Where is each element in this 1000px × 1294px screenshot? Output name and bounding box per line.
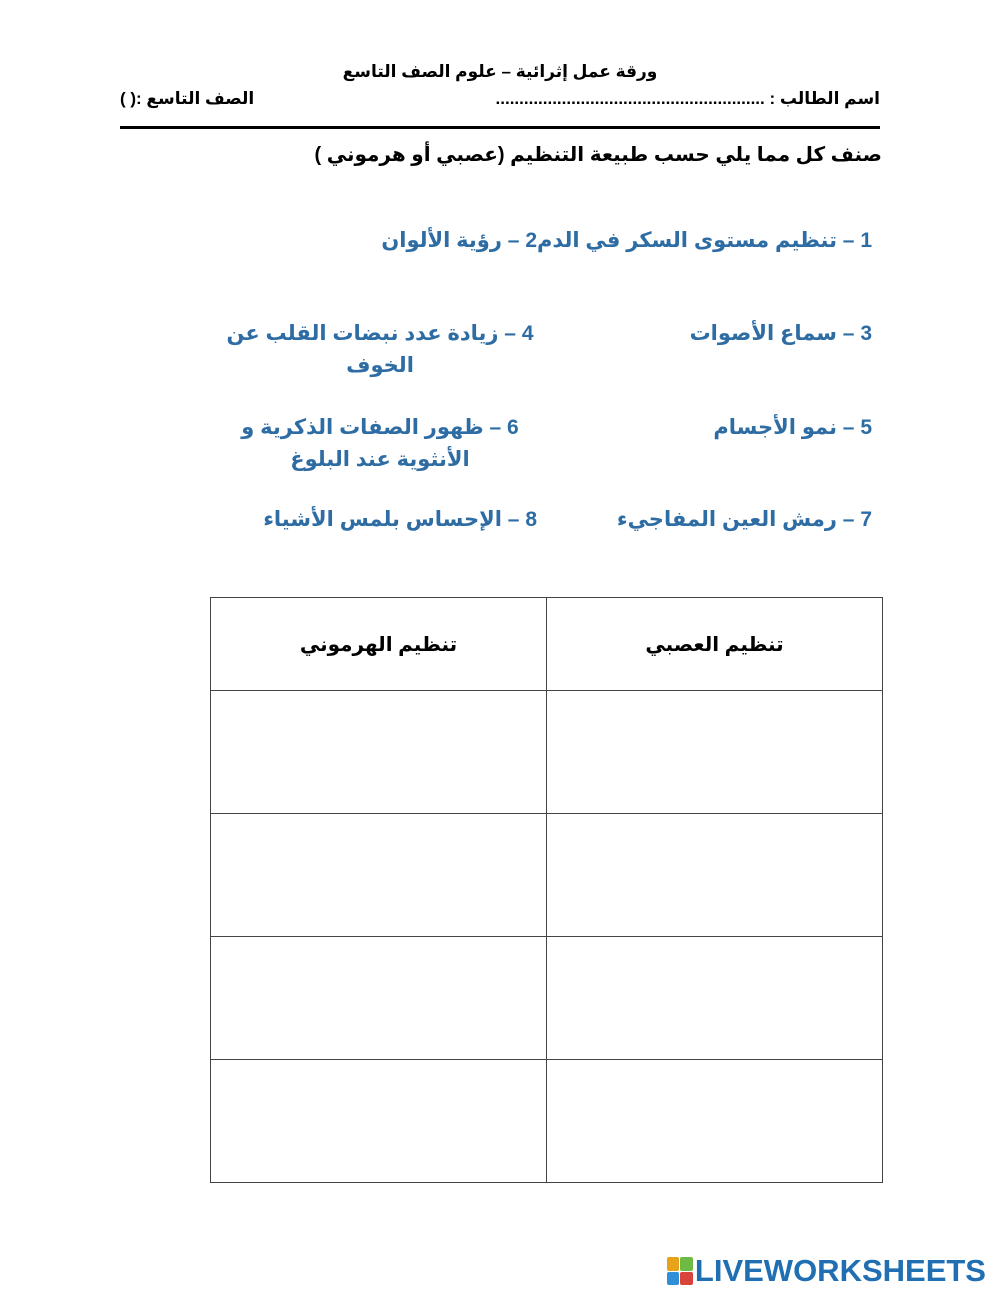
list-item-8[interactable]: 8 – الإحساس بلمس الأشياء [263, 508, 537, 531]
liveworksheets-logo [667, 1253, 986, 1289]
instruction-text: صنف كل مما يلي حسب طبيعة التنظيم (عصبي أو هرموني ) [314, 144, 882, 166]
list-item-7[interactable]: 7 – رمش العين المفاجيء [616, 508, 872, 531]
logo-text: LIVEWORKSHEETS [694, 1253, 986, 1288]
drop-zone-nervous[interactable] [547, 1060, 883, 1183]
list-item-6[interactable]: 6 – ظهور الصفات الذكرية و الأنثوية عند البلوغ [241, 416, 519, 471]
list-item-3[interactable]: 3 – سماع الأصوات [689, 322, 872, 345]
drop-zone-hormonal[interactable] [211, 814, 547, 937]
header-hormonal: تنظيم الهرموني [211, 598, 547, 691]
list-item-5[interactable]: 5 – نمو الأجسام [713, 416, 872, 439]
class-field: الصف التاسع :( ) [120, 89, 255, 108]
worksheet-title: ورقة عمل إثرائية – علوم الصف التاسع [342, 62, 658, 81]
table-row [211, 937, 883, 1060]
header-nervous: تنظيم العصبي [547, 598, 883, 691]
list-item-2[interactable]: 2 – رؤية الألوان [381, 229, 537, 252]
drop-zone-nervous[interactable] [547, 814, 883, 937]
drop-zone-nervous[interactable] [547, 691, 883, 814]
drop-zone-hormonal[interactable] [211, 937, 547, 1060]
student-name-field: اسم الطالب : ......................................................... [495, 89, 880, 108]
table-row [211, 691, 883, 814]
table-row [211, 1060, 883, 1183]
logo-mark-icon [667, 1257, 693, 1285]
table-row [211, 814, 883, 937]
header-divider [120, 126, 880, 129]
list-item-1[interactable]: 1 – تنظيم مستوى السكر في الدم [536, 229, 872, 252]
table-header-row [211, 598, 883, 691]
drop-zone-hormonal[interactable] [211, 691, 547, 814]
drop-zone-hormonal[interactable] [211, 1060, 547, 1183]
classification-table [210, 597, 883, 1183]
drop-zone-nervous[interactable] [547, 937, 883, 1060]
list-item-4[interactable]: 4 – زيادة عدد نبضات القلب عن الخوف [226, 322, 534, 377]
